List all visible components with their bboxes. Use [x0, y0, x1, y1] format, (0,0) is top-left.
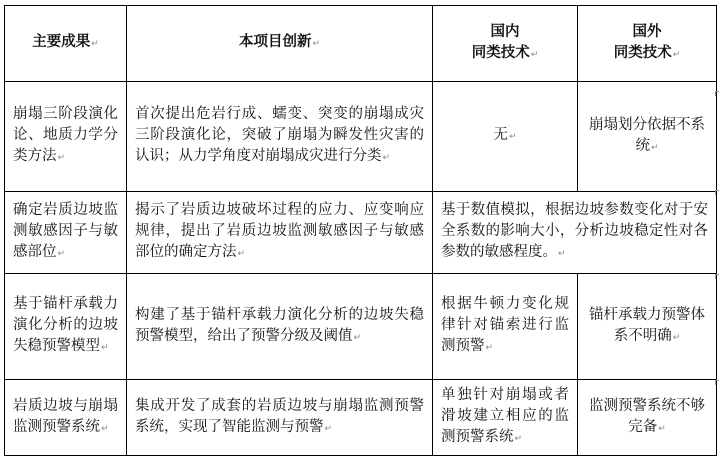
table-cell: 崩塌三阶段演化论、地质力学分类方法↵: [5, 82, 127, 192]
table-row: [5, 274, 717, 380]
row-end-marker: [715, 190, 719, 195]
row-end-marker: [715, 91, 719, 96]
table-cell: 岩质边坡与崩塌监测预警系统↵: [5, 380, 127, 456]
header-cell-main-results: 主要成果↵: [5, 6, 127, 82]
table-cell: 基于锚杆承载力演化分析的边坡失稳预警模型↵: [5, 274, 127, 380]
table-cell-merged: 基于数值模拟，根据边坡参数变化对于安全系数的影响大小，分析边坡稳定性对各参数的敏感程度。↵: [433, 192, 717, 274]
comparison-table: [4, 5, 717, 456]
table-row: [5, 192, 717, 274]
header-cell-innovation: 本项目创新↵: [127, 6, 433, 82]
row-end-marker: [715, 380, 719, 385]
table-cell: 集成开发了成套的岩质边坡与崩塌监测预警系统，实现了智能监测与预警↵: [127, 380, 433, 456]
header-cell-domestic: 国内 同类技术↵: [433, 6, 578, 82]
table-cell: 锚杆承载力预警体系不明确↵: [578, 274, 717, 380]
table-row: [5, 82, 717, 192]
table-row: [5, 380, 717, 456]
row-end-marker: [715, 274, 719, 279]
table-cell: 揭示了岩质边坡破坏过程的应力、应变响应规律，提出了岩质边坡监测敏感因子与敏感部位的确定方法↵: [127, 192, 433, 274]
table-cell: 构建了基于锚杆承载力演化分析的边坡失稳预警模型，给出了预警分级及阈值↵: [127, 274, 433, 380]
table-cell: 首次提出危岩行成、蠕变、突变的崩塌成灾三阶段演化论，突破了崩塌为瞬发性灾害的认识；从力学角度对崩塌成灾进行分类↵: [127, 82, 433, 192]
table-cell: 根据牛顿力变化规律针对锚索进行监测预警↵: [433, 274, 578, 380]
table-cell: 确定岩质边坡监测敏感因子与敏感部位↵: [5, 192, 127, 274]
header-cell-foreign: 国外 同类技术↵: [578, 6, 717, 82]
table-cell: 单独针对崩塌或者滑坡建立相应的监测预警系统↵: [433, 380, 578, 456]
table-cell: 崩塌划分依据不系统↵: [578, 82, 717, 192]
table-header-row: [5, 6, 717, 82]
table-cell: 监测预警系统不够完备↵: [578, 380, 717, 456]
table-cell: 无↵: [433, 82, 578, 192]
